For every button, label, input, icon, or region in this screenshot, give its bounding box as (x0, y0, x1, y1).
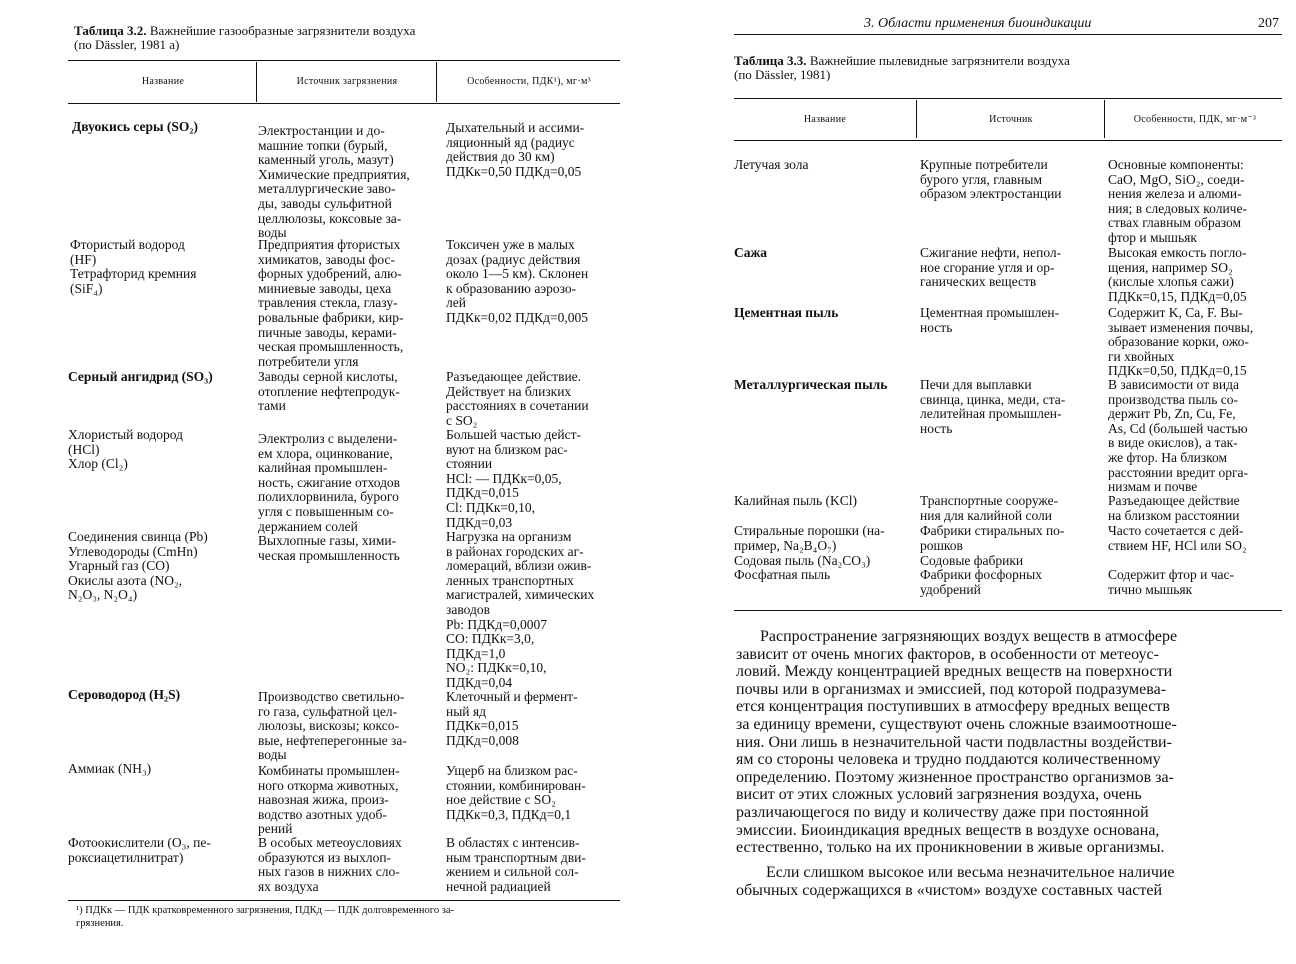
table-row-name: Калийная пыль (KCl) (734, 493, 857, 508)
table-row-features: Нагрузка на организм в районах городских аг- ломераций, вблизи ожив- ленных транспортных магистралей, химических заводов Pb: ПДКд=0,0007 CO: ПДКк=3,0, ПДКд=1,0 NO₂: ПДКк=0,10, ПДКд=0,04 (446, 529, 595, 690)
table-row-source: Крупные потребители бурого угля, главным образом электростанции (920, 157, 1062, 202)
table-row-source: Фабрики стиральных по- рошков (920, 523, 1065, 553)
column-header-features: Особенности, ПДК¹), мг·м³ (467, 76, 591, 87)
table-row-features: Разъедающее действие. Действует на близких расстояниях в сочетании с SO₂ (446, 369, 589, 428)
table-row-name: Сажа (734, 245, 768, 260)
table-row-features: Часто сочетается с дей- ствием HF, HCl или SO₂ (1108, 523, 1247, 553)
column-header-source: Источник загрязнения (296, 76, 398, 87)
table-3-3-caption (734, 54, 1070, 82)
table-label: Таблица 3.3. (734, 53, 807, 68)
table-row-features: Разъедающее действие на близком расстоянии (1108, 493, 1240, 523)
table-row-source: Печи для выплавки свинца, цинка, меди, ста- лелитейная промышлен- ность (920, 377, 1066, 436)
table-title: Важнейшие пылевидные загрязнители воздуха (809, 53, 1070, 68)
table-title: Важнейшие газообразные загрязнители воздуха (149, 23, 416, 38)
table-row-source: Заводы серной кислоты, отопление нефтепродук- тами (258, 369, 400, 414)
table-row-features: Дыхательный и ассими- ляционный яд (радиус действия до 30 км) ПДКк=0,50 ПДКд=0,05 (446, 120, 585, 179)
table-3-2-caption (74, 24, 415, 52)
table-row-features: В зависимости от вида производства пыль со- держит Pb, Zn, Cu, Fe, As, Cd (большей частью в виде окислов), а так- же фтор. На близком расстоянии вредит орга- низмам и почве (1108, 377, 1249, 495)
body-paragraph: Если слишком высокое или весьма незначительное наличие обычных содержащихся в «чистом» воздухе составных частей (736, 864, 1175, 899)
table-row-name: Фотоокислители (O₃, пе- роксиацетилнитрат) (68, 835, 211, 865)
table-row-features: Токсичен уже в малых дозах (радиус действия около 1—5 км). Склонен к образованию аэрозо- лей ПДКк=0,02 ПДКд=0,005 (446, 237, 589, 325)
table-row-source: Предприятия фтористых химикатов, заводы фос- форных удобрений, алю- миниевые заводы, цеха травления стекла, глазу- ровальные фабрики, кир- пичные заводы, керами- ческая промышленность, потребители угля (258, 237, 404, 369)
table-row-source: Транспортные сооруже- ния для калийной соли (920, 493, 1059, 523)
body-paragraph: Распространение загрязняющих воздух веществ в атмосфере зависит от очень многих факторов, в особенности от метеоус- ловий. Между концентрацией вредных веществ на поверхности почвы или в организмах и эмиссией, под которой подразумева- ется концентрация поступивших в атмосферу вредных веществ за единицу времени, существуют очень сложные взаимоотноше- ния. Они лишь в незначительной части подвластны воздействи- ям со стороны человека и трудно поддаются количественному определению. Поэтому жизненное пространство организмов за- висит от этих сложных условий загрязнения воздуха, очень различающегося по виду и количеству даже при постоянной эмиссии. Биоиндикация вредных веществ в воздухе основана, естественно, только на их проникновении в живые организмы. (736, 628, 1178, 857)
table-row-features: Основные компоненты: CaO, MgO, SiO₂, соеди- нения железа и алюми- ния; в следовых количе- ствах главным образом фтор и мышьяк (1108, 157, 1247, 245)
table-row-source: В особых метеоусловиях образуются из выхлоп- ных газов в нижних сло- ях воздуха (258, 835, 402, 894)
column-header-source: Источник (989, 114, 1033, 125)
table-row-source: Фабрики фосфорных удобрений (920, 567, 1042, 597)
header-divider (1104, 100, 1105, 138)
running-head-rule (734, 34, 1282, 35)
table-row-name: Фосфатная пыль (734, 567, 831, 582)
table-bottom-rule (68, 900, 620, 901)
table-row-source: Содовые фабрики (920, 553, 1024, 568)
column-header-name: Название (141, 76, 185, 87)
table-bottom-rule (734, 610, 1282, 611)
table-footnote: ¹) ПДКк — ПДК кратковременного загрязнения, ПДКд — ПДК долговременного за- грязнения. (76, 905, 454, 929)
table-row-name: Металлургическая пыль (734, 377, 888, 392)
table-row-features: Ущерб на близком рас- стоянии, комбинирован- ное действие с SO₂ ПДКк=0,3, ПДКд=0,1 (446, 763, 586, 822)
header-divider (436, 62, 437, 102)
table-row-source: Выхлопные газы, хими- ческая промышленность (258, 533, 400, 563)
column-header-name: Название (803, 114, 847, 125)
table-row-name: Двуокись серы (SO₂) (72, 119, 198, 134)
table-row-source: Электролиз с выделени- ем хлора, оцинкование, калийная промышлен- ность, сжигание отходов полихлорвинила, бурого угля с повышенным со- держанием солей (258, 431, 401, 534)
header-bottom-rule (68, 103, 620, 104)
header-divider (916, 100, 917, 138)
table-row-name: Сероводород (H₂S) (68, 687, 181, 702)
header-divider (256, 62, 257, 102)
table-row-name: Серный ангидрид (SO₃) (68, 369, 213, 384)
table-row-name: Фтористый водород (HF) Тетрафторид кремния (SiF₄) (70, 237, 197, 296)
table-row-features: В областях с интенсив- ным транспортным дви- жением и сильной сол- нечной радиацией (446, 835, 586, 894)
table-row-name: Хлористый водород (HCl) Хлор (Cl₂) (68, 427, 184, 472)
table-top-rule (68, 60, 620, 61)
table-row-features: Высокая емкость погло- щения, например SO₂ (кислые хлопья сажи) ПДКк=0,15, ПДКд=0,05 (1108, 245, 1247, 304)
table-row-source: Комбинаты промышлен- ного откорма животных, навозная жижа, произ- водство азотных удоб- рений (258, 763, 400, 837)
table-row-features: Содержит фтор и час- тично мышьяк (1108, 567, 1235, 597)
table-row-source: Цементная промышлен- ность (920, 305, 1060, 335)
table-row-features: Содержит K, Ca, F. Вы- зывает изменения почвы, образование корки, ожо- ги хвойных ПДКк=0,50, ПДКд=0,15 (1108, 305, 1254, 379)
table-row-source: Электростанции и до- машние топки (бурый, каменный уголь, мазут) Химические предприятия, металлургические заво- ды, заводы сульфитной целлюлозы, коксовые за- воды (258, 123, 410, 241)
table-row-name: Стиральные порошки (на- пример, Na₂B₄O₇) (734, 523, 885, 553)
page-number: 207 (1258, 16, 1279, 31)
table-label: Таблица 3.2. (74, 23, 147, 38)
table-row-name: Цементная пыль (734, 305, 839, 320)
table-row-name: Содовая пыль (Na₂CO₃) (734, 553, 871, 568)
table-row-features: Большей частью дейст- вуют на близком рас- стоянии HCl: — ПДКк=0,05, ПДКд=0,015 Cl: ПДКк=0,10, ПДКд=0,03 (446, 427, 581, 530)
table-row-name: Летучая зола (734, 157, 809, 172)
table-row-name: Аммиак (NH₃) (68, 761, 152, 776)
running-head: 3. Области применения биоиндикации (864, 16, 1092, 31)
header-bottom-rule (734, 140, 1282, 141)
column-header-features: Особенности, ПДК, мг·м⁻³ (1133, 114, 1257, 125)
table-row-features: Клеточный и фермент- ный яд ПДКк=0,015 ПДКд=0,008 (446, 689, 578, 748)
table-row-source: Производство светильно- го газа, сульфатной цел- люлозы, вискозы; коксо- вые, нефтеперегонные за- воды (258, 689, 407, 763)
table-top-rule (734, 98, 1282, 99)
table-row-name: Соединения свинца (Pb) Углеводороды (CmHn) Угарный газ (CO) Окислы азота (NO₂, N₂O₃, N₂O₄) (68, 529, 208, 603)
table-source: (по Dässler, 1981) (734, 67, 831, 82)
table-row-source: Сжигание нефти, непол- ное сгорание угля и ор- ганических веществ (920, 245, 1062, 290)
table-source: (по Dässler, 1981 а) (74, 37, 180, 52)
